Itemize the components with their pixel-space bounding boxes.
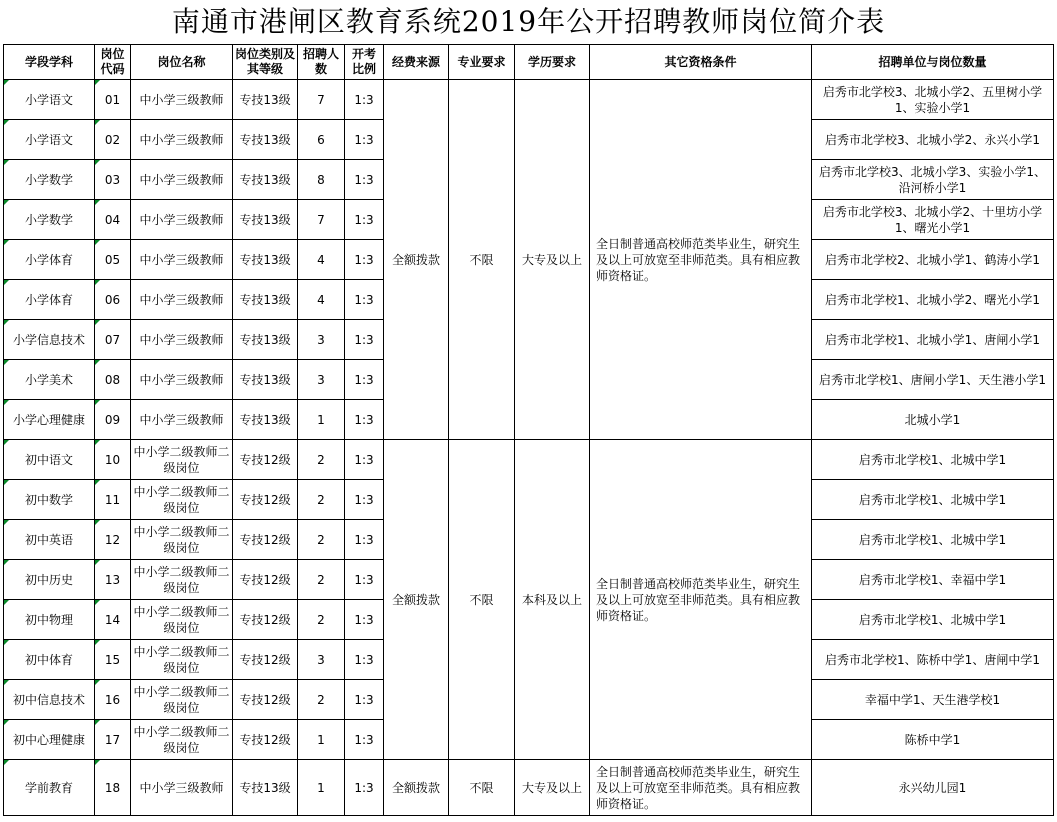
grade-cell: 专技13级	[233, 80, 298, 120]
code-cell: 17	[95, 720, 131, 760]
ratio-cell: 1:3	[345, 480, 384, 520]
code-cell: 03	[95, 160, 131, 200]
grade-cell: 专技12级	[233, 720, 298, 760]
header-code: 岗位代码	[95, 45, 131, 80]
header-row	[4, 45, 1054, 80]
header-position: 岗位名称	[131, 45, 233, 80]
education-cell: 本科及以上	[515, 440, 590, 760]
header-count: 招聘人数	[298, 45, 345, 80]
ratio-cell: 1:3	[345, 520, 384, 560]
count-cell: 6	[298, 120, 345, 160]
units-cell: 启秀市北学校1、陈桥中学1、唐闸中学1	[812, 640, 1054, 680]
ratio-cell: 1:3	[345, 320, 384, 360]
position-cell: 中小学三级教师	[131, 80, 233, 120]
subject-cell: 小学数学	[4, 160, 95, 200]
code-cell: 04	[95, 200, 131, 240]
count-cell: 3	[298, 360, 345, 400]
header-major: 专业要求	[449, 45, 515, 80]
units-cell: 启秀市北学校1、北城中学1	[812, 480, 1054, 520]
position-cell: 中小学三级教师	[131, 160, 233, 200]
count-cell: 1	[298, 400, 345, 440]
ratio-cell: 1:3	[345, 360, 384, 400]
education-cell: 大专及以上	[515, 80, 590, 440]
units-cell: 启秀市北学校3、北城小学2、五里树小学1、实验小学1	[812, 80, 1054, 120]
count-cell: 1	[298, 720, 345, 760]
subject-cell: 学前教育	[4, 760, 95, 816]
position-cell: 中小学二级教师二级岗位	[131, 600, 233, 640]
major-cell: 不限	[449, 80, 515, 440]
grade-cell: 专技12级	[233, 680, 298, 720]
code-cell: 18	[95, 760, 131, 816]
funding-cell: 全额拨款	[384, 760, 449, 816]
other-cell: 全日制普通高校师范类毕业生，研究生及以上可放宽至非师范类。具有相应教师资格证。	[590, 760, 812, 816]
position-cell: 中小学二级教师二级岗位	[131, 640, 233, 680]
position-cell: 中小学三级教师	[131, 360, 233, 400]
count-cell: 8	[298, 160, 345, 200]
count-cell: 2	[298, 480, 345, 520]
page-title: 南通市港闸区教育系统2019年公开招聘教师岗位简介表	[171, 5, 886, 38]
code-cell: 11	[95, 480, 131, 520]
subject-cell: 初中英语	[4, 520, 95, 560]
recruitment-table	[3, 44, 1054, 816]
subject-cell: 初中语文	[4, 440, 95, 480]
position-cell: 中小学三级教师	[131, 400, 233, 440]
count-cell: 2	[298, 680, 345, 720]
units-cell: 启秀市北学校3、北城小学3、实验小学1、沿河桥小学1	[812, 160, 1054, 200]
ratio-cell: 1:3	[345, 160, 384, 200]
units-cell: 启秀市北学校1、北城中学1	[812, 600, 1054, 640]
grade-cell: 专技13级	[233, 240, 298, 280]
subject-cell: 小学语文	[4, 120, 95, 160]
code-cell: 01	[95, 80, 131, 120]
header-units: 招聘单位与岗位数量	[812, 45, 1054, 80]
count-cell: 1	[298, 760, 345, 816]
units-cell: 永兴幼儿园1	[812, 760, 1054, 816]
code-cell: 10	[95, 440, 131, 480]
header-subject: 学段学科	[4, 45, 95, 80]
ratio-cell: 1:3	[345, 440, 384, 480]
code-cell: 06	[95, 280, 131, 320]
count-cell: 7	[298, 80, 345, 120]
subject-cell: 初中体育	[4, 640, 95, 680]
subject-cell: 小学数学	[4, 200, 95, 240]
grade-cell: 专技12级	[233, 640, 298, 680]
grade-cell: 专技12级	[233, 520, 298, 560]
units-cell: 启秀市北学校1、北城中学1	[812, 440, 1054, 480]
code-cell: 12	[95, 520, 131, 560]
ratio-cell: 1:3	[345, 80, 384, 120]
ratio-cell: 1:3	[345, 120, 384, 160]
code-cell: 07	[95, 320, 131, 360]
header-ratio: 开考比例	[345, 45, 384, 80]
units-cell: 启秀市北学校1、幸福中学1	[812, 560, 1054, 600]
ratio-cell: 1:3	[345, 640, 384, 680]
count-cell: 3	[298, 320, 345, 360]
code-cell: 05	[95, 240, 131, 280]
position-cell: 中小学三级教师	[131, 120, 233, 160]
ratio-cell: 1:3	[345, 400, 384, 440]
grade-cell: 专技13级	[233, 360, 298, 400]
units-cell: 启秀市北学校1、北城中学1	[812, 520, 1054, 560]
other-cell: 全日制普通高校师范类毕业生，研究生及以上可放宽至非师范类。具有相应教师资格证。	[590, 80, 812, 440]
ratio-cell: 1:3	[345, 200, 384, 240]
units-cell: 幸福中学1、天生港学校1	[812, 680, 1054, 720]
subject-cell: 初中心理健康	[4, 720, 95, 760]
grade-cell: 专技12级	[233, 560, 298, 600]
grade-cell: 专技13级	[233, 320, 298, 360]
subject-cell: 小学语文	[4, 80, 95, 120]
units-cell: 启秀市北学校1、唐闸小学1、天生港小学1	[812, 360, 1054, 400]
ratio-cell: 1:3	[345, 560, 384, 600]
table-body	[4, 80, 1054, 816]
grade-cell: 专技13级	[233, 200, 298, 240]
ratio-cell: 1:3	[345, 680, 384, 720]
other-cell: 全日制普通高校师范类毕业生，研究生及以上可放宽至非师范类。具有相应教师资格证。	[590, 440, 812, 760]
code-cell: 15	[95, 640, 131, 680]
subject-cell: 小学心理健康	[4, 400, 95, 440]
position-cell: 中小学二级教师二级岗位	[131, 480, 233, 520]
grade-cell: 专技12级	[233, 480, 298, 520]
major-cell: 不限	[449, 760, 515, 816]
position-cell: 中小学二级教师二级岗位	[131, 440, 233, 480]
position-cell: 中小学三级教师	[131, 200, 233, 240]
major-cell: 不限	[449, 440, 515, 760]
code-cell: 14	[95, 600, 131, 640]
code-cell: 13	[95, 560, 131, 600]
grade-cell: 专技13级	[233, 400, 298, 440]
ratio-cell: 1:3	[345, 720, 384, 760]
position-cell: 中小学三级教师	[131, 240, 233, 280]
position-cell: 中小学三级教师	[131, 320, 233, 360]
subject-cell: 小学美术	[4, 360, 95, 400]
units-cell: 启秀市北学校1、北城小学2、曙光小学1	[812, 280, 1054, 320]
position-cell: 中小学三级教师	[131, 280, 233, 320]
position-cell: 中小学二级教师二级岗位	[131, 520, 233, 560]
header-education: 学历要求	[515, 45, 590, 80]
subject-cell: 小学体育	[4, 240, 95, 280]
grade-cell: 专技12级	[233, 600, 298, 640]
subject-cell: 小学体育	[4, 280, 95, 320]
count-cell: 3	[298, 640, 345, 680]
subject-cell: 初中物理	[4, 600, 95, 640]
table-row	[4, 80, 1054, 120]
grade-cell: 专技13级	[233, 280, 298, 320]
count-cell: 2	[298, 440, 345, 480]
position-cell: 中小学二级教师二级岗位	[131, 560, 233, 600]
position-cell: 中小学二级教师二级岗位	[131, 720, 233, 760]
count-cell: 2	[298, 600, 345, 640]
count-cell: 2	[298, 560, 345, 600]
units-cell: 启秀市北学校3、北城小学2、十里坊小学1、曙光小学1	[812, 200, 1054, 240]
ratio-cell: 1:3	[345, 600, 384, 640]
units-cell: 启秀市北学校2、北城小学1、鹤涛小学1	[812, 240, 1054, 280]
header-funding: 经费来源	[384, 45, 449, 80]
table-row	[4, 440, 1054, 480]
code-cell: 09	[95, 400, 131, 440]
ratio-cell: 1:3	[345, 760, 384, 816]
units-cell: 启秀市北学校1、北城小学1、唐闸小学1	[812, 320, 1054, 360]
count-cell: 2	[298, 520, 345, 560]
grade-cell: 专技13级	[233, 760, 298, 816]
subject-cell: 初中历史	[4, 560, 95, 600]
header-grade: 岗位类别及其等级	[233, 45, 298, 80]
funding-cell: 全额拨款	[384, 80, 449, 440]
ratio-cell: 1:3	[345, 280, 384, 320]
code-cell: 16	[95, 680, 131, 720]
grade-cell: 专技13级	[233, 120, 298, 160]
subject-cell: 小学信息技术	[4, 320, 95, 360]
education-cell: 大专及以上	[515, 760, 590, 816]
units-cell: 启秀市北学校3、北城小学2、永兴小学1	[812, 120, 1054, 160]
ratio-cell: 1:3	[345, 240, 384, 280]
subject-cell: 初中信息技术	[4, 680, 95, 720]
code-cell: 08	[95, 360, 131, 400]
count-cell: 4	[298, 280, 345, 320]
grade-cell: 专技12级	[233, 440, 298, 480]
code-cell: 02	[95, 120, 131, 160]
subject-cell: 初中数学	[4, 480, 95, 520]
count-cell: 4	[298, 240, 345, 280]
units-cell: 北城小学1	[812, 400, 1054, 440]
header-other: 其它资格条件	[590, 45, 812, 80]
count-cell: 7	[298, 200, 345, 240]
position-cell: 中小学三级教师	[131, 760, 233, 816]
position-cell: 中小学二级教师二级岗位	[131, 680, 233, 720]
funding-cell: 全额拨款	[384, 440, 449, 760]
table-row	[4, 760, 1054, 816]
grade-cell: 专技13级	[233, 160, 298, 200]
units-cell: 陈桥中学1	[812, 720, 1054, 760]
